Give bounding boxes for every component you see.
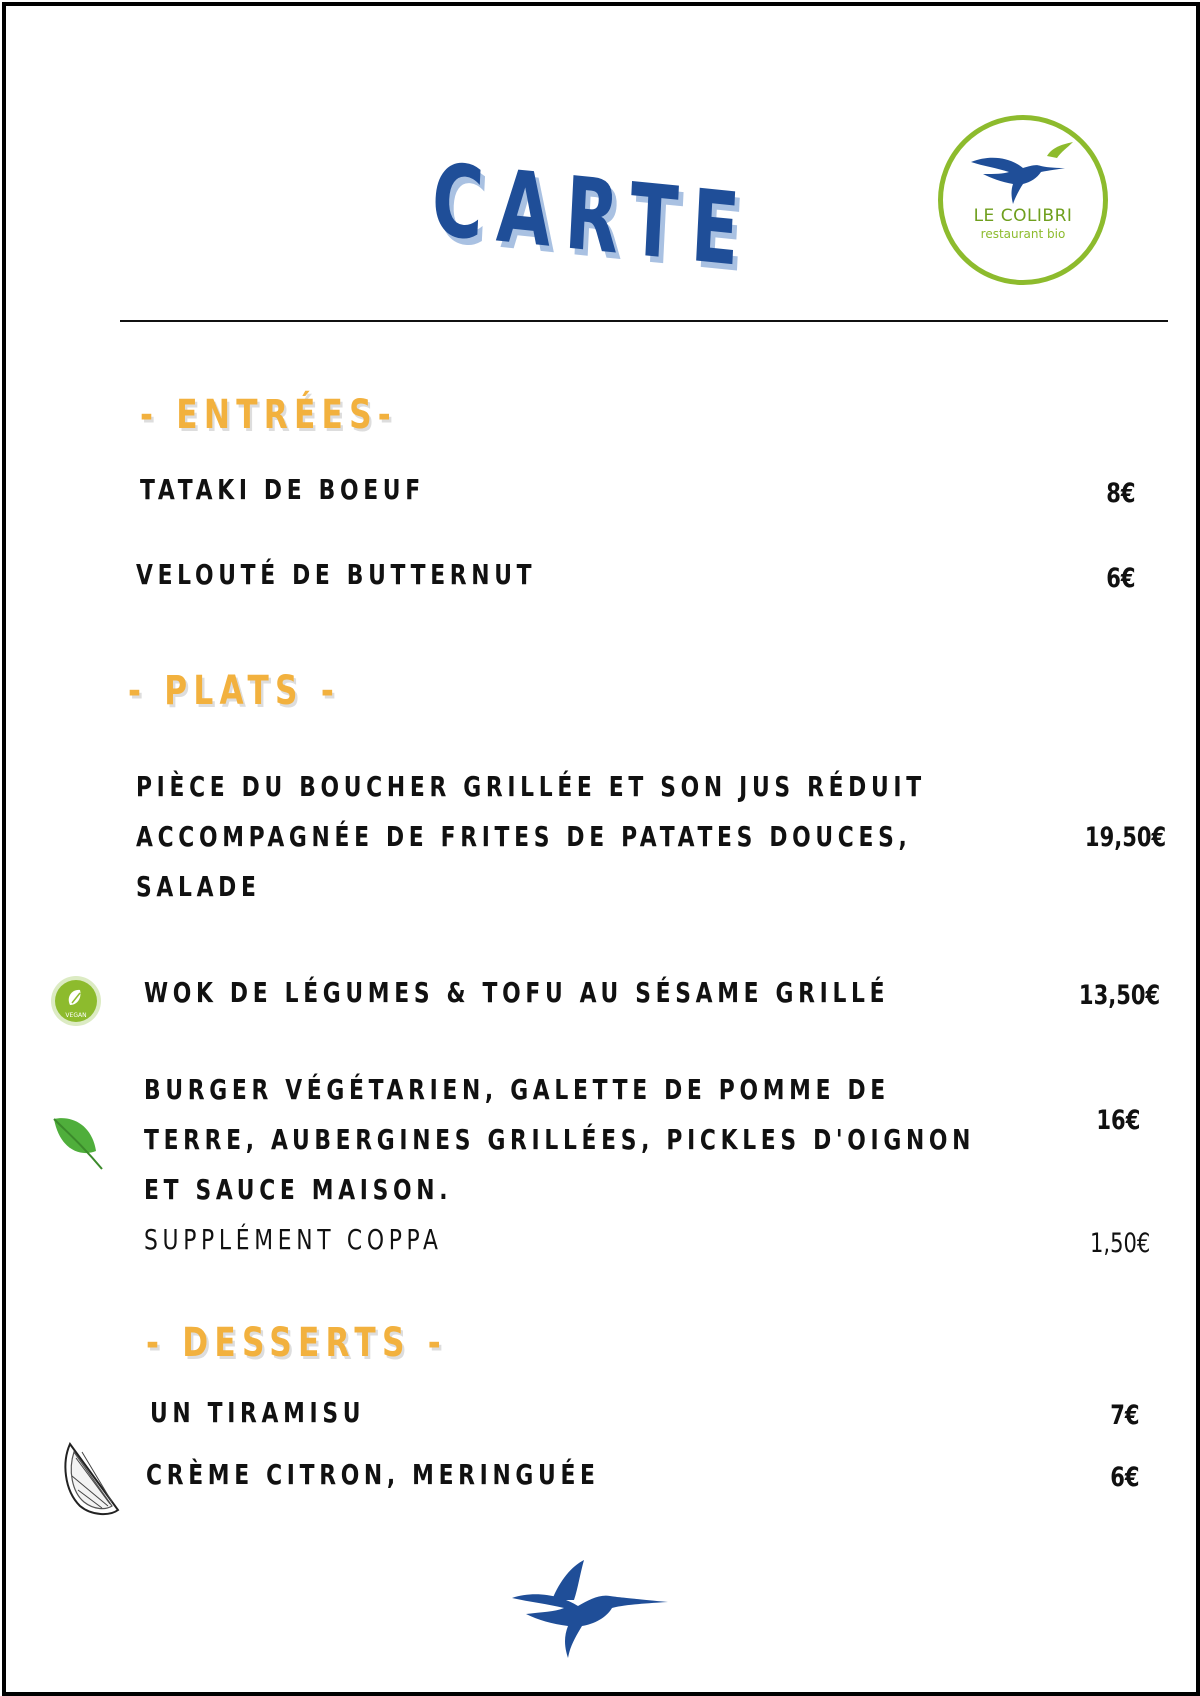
restaurant-logo: [938, 115, 1108, 285]
menu-item-price: 8€: [1106, 478, 1136, 509]
menu-item-name: TATAKI DE BOEUF: [140, 473, 425, 506]
menu-item-name-line: SALADE: [136, 870, 261, 903]
section-title-desserts: - DESSERTS -: [146, 1320, 447, 1366]
menu-item-price: 19,50€: [1084, 822, 1166, 853]
header-divider: [120, 320, 1168, 322]
menu-item-price: 6€: [1110, 1462, 1140, 1493]
vegan-badge-icon: [50, 975, 102, 1032]
section-title-entrees: - ENTRÉES-: [140, 392, 397, 438]
leaf-icon: [52, 1115, 104, 1176]
menu-item-name: VELOUTÉ DE BUTTERNUT: [136, 558, 537, 591]
menu-item-name: WOK DE LÉGUMES & TOFU AU SÉSAME GRILLÉ: [144, 976, 890, 1009]
menu-item-price: 6€: [1106, 563, 1136, 594]
menu-item-name: CRÈME CITRON, MERINGUÉE: [146, 1458, 600, 1491]
page-title: CARTE: [429, 141, 756, 290]
menu-item-name-line: PIÈCE DU BOUCHER GRILLÉE ET SON JUS RÉDUIT: [136, 770, 926, 803]
menu-item-price: 13,50€: [1078, 980, 1160, 1011]
menu-item-name: UN TIRAMISU: [150, 1396, 366, 1429]
menu-item-name-line: BURGER VÉGÉTARIEN, GALETTE DE POMME DE: [144, 1073, 890, 1106]
section-title-plats: - PLATS -: [128, 668, 341, 714]
menu-item-price: 7€: [1110, 1400, 1140, 1431]
hummingbird-icon: [961, 138, 1091, 208]
menu-item-price: 16€: [1096, 1105, 1140, 1136]
menu-item-name: SUPPLÉMENT COPPA: [144, 1223, 443, 1256]
vegan-badge-label: VEGAN: [65, 1012, 87, 1019]
logo-name: LE COLIBRI: [973, 206, 1073, 226]
menu-item-name-line: ACCOMPAGNÉE DE FRITES DE PATATES DOUCES,: [136, 820, 912, 853]
lemon-slice-icon: [58, 1440, 122, 1523]
menu-item-name-line: TERRE, AUBERGINES GRILLÉES, PICKLES D'OIGNON: [144, 1123, 976, 1156]
hummingbird-icon: [512, 1560, 672, 1665]
logo-subtitle: restaurant bio: [980, 227, 1066, 241]
menu-item-price: 1,50€: [1089, 1228, 1150, 1259]
menu-item-name-line: ET SAUCE MAISON.: [144, 1173, 453, 1206]
